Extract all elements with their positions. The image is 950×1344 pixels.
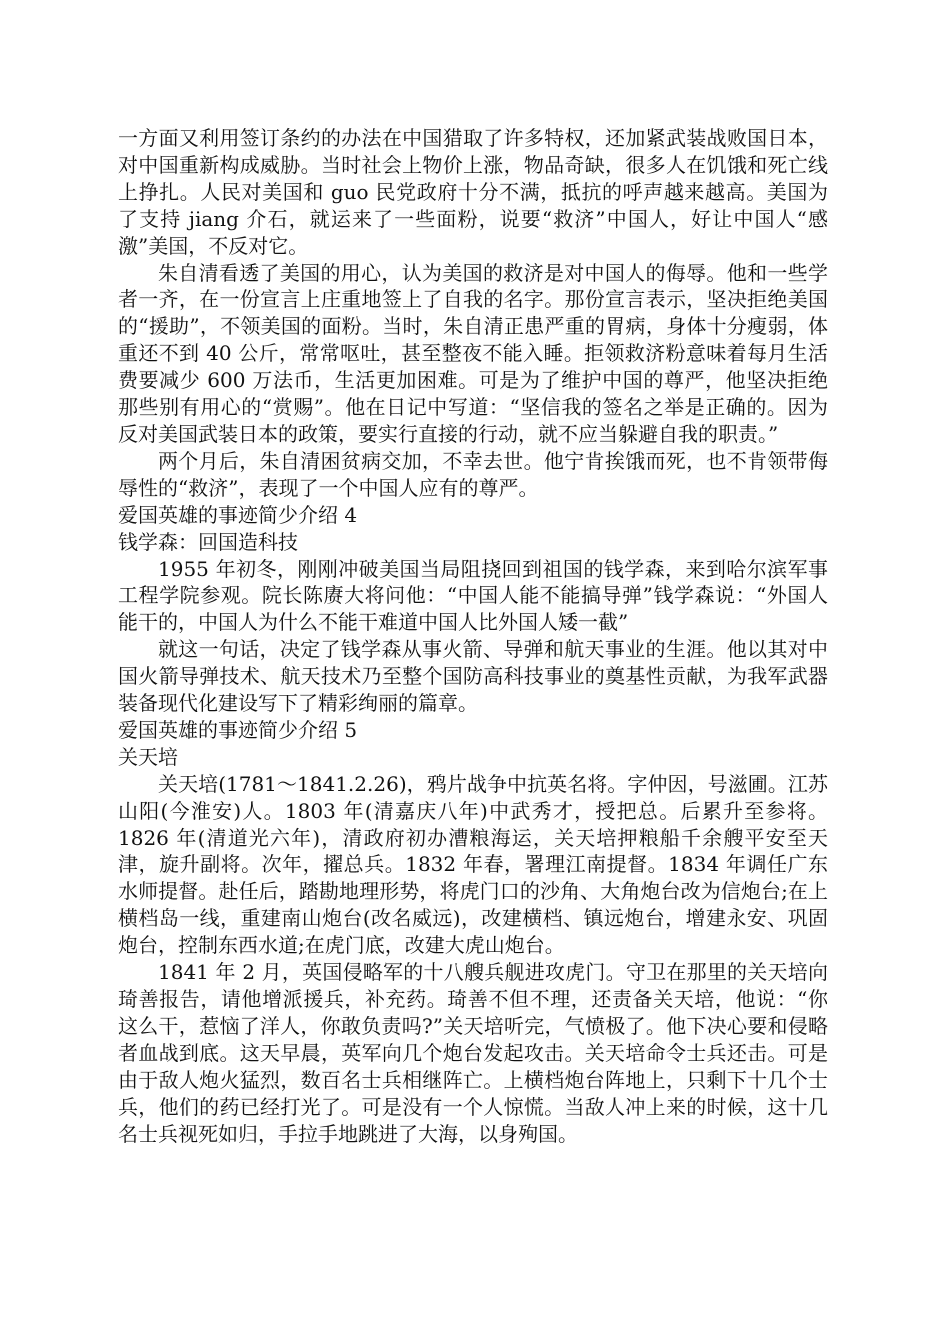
subheading-guan-tianpei: 关天培 <box>118 744 178 769</box>
section-heading-5: 爱国英雄的事迹简少介绍 5 <box>118 717 358 742</box>
paragraph-qian-xuesen-visit: 1955 年初冬，刚刚冲破美国当局阻挠回到祖国的钱学森，来到哈尔滨军事工程学院参观。院长陈赓大将问他：“中国人能不能搞导弹”钱学森说：“外国人能干的，中国人为什么不能干难道中国人比外国人矮一截” <box>118 556 828 635</box>
paragraph-qian-xuesen-career: 就这一句话，决定了钱学森从事火箭、导弹和航天事业的生涯。他以其对中国火箭导弹技术、航天技术乃至整个国防高科技事业的奠基性贡献，为我军武器装备现代化建设写下了精彩绚丽的篇章。 <box>118 637 828 716</box>
subheading-qian-xuesen: 钱学森：回国造科技 <box>118 529 298 554</box>
paragraph-continuation: 一方面又利用签订条约的办法在中国猎取了许多特权，还加紧武装战败国日本，对中国重新构成威胁。当时社会上物价上涨，物品奇缺，很多人在饥饿和死亡线上挣扎。人民对美国和 guo 民党政府十分不满，抵抗的呼声越来越高。美国为了支持 jiang 介石，就运来了一些面粉，说要“救济”中国人，好让中国人“感激”美国，不反对它。 <box>118 126 828 258</box>
paragraph-guan-tianpei-biography: 关天培(1781～1841.2.26)，鸦片战争中抗英名将。字仲因，号滋圃。江苏山阳(今淮安)人。1803 年(清嘉庆八年)中武秀才，授把总。后累升至参将。1826 年(清道光六年)，清政府初办漕粮海运，关天培押粮船千余艘平安至天津，旋升副将。次年，擢总兵。1832 年春，署理江南提督。1834 年调任广东水师提督。赴任后，踏勘地理形势，将虎门口的沙角、大角炮台改为信炮台;在上横档岛一线，重建南山炮台(改名威远)，改建横档、镇远炮台，增建永安、巩固炮台，控制东西水道;在虎门底，改建大虎山炮台。 <box>118 771 828 958</box>
section-heading-4: 爱国英雄的事迹简少介绍 4 <box>118 502 358 527</box>
document-body <box>118 125 828 1147</box>
paragraph-zhu-ziqing-refusal: 朱自清看透了美国的用心，认为美国的救济是对中国人的侮辱。他和一些学者一齐，在一份宣言上庄重地签上了自我的名字。那份宣言表示，坚决拒绝美国的“援助”，不领美国的面粉。当时，朱自清正患严重的胃病，身体十分瘦弱，体重还不到 40 公斤，常常呕吐，甚至整夜不能入睡。拒领救济粉意味着每月生活费要减少 600 万法币，生活更加困难。可是为了维护中国的尊严，他坚决拒绝那些别有用心的“赏赐”。他在日记中写道：“坚信我的签名之举是正确的。因为反对美国武装日本的政策，要实行直接的行动，就不应当躲避自我的职责。” <box>118 260 828 446</box>
paragraph-guan-tianpei-battle: 1841 年 2 月，英国侵略军的十八艘兵舰进攻虎门。守卫在那里的关天培向琦善报告，请他增派援兵，补充药。琦善不但不理，还责备关天培，他说：“你这么干，惹恼了洋人，你敢负责吗?”关天培听完，气愤极了。他下决心要和侵略者血战到底。这天早晨，英军向几个炮台发起攻击。关天培命令士兵还击。可是由于敌人炮火猛烈，数百名士兵相继阵亡。上横档炮台阵地上，只剩下十几个士兵，他们的药已经打光了。可是没有一个人惊慌。当敌人冲上来的时候，这十几名士兵视死如归，手拉手地跳进了大海，以身殉国。 <box>118 960 828 1146</box>
paragraph-zhu-ziqing-death: 两个月后，朱自清困贫病交加，不幸去世。他宁肯挨饿而死，也不肯领带侮辱性的“救济”，表现了一个中国人应有的尊严。 <box>118 448 828 500</box>
